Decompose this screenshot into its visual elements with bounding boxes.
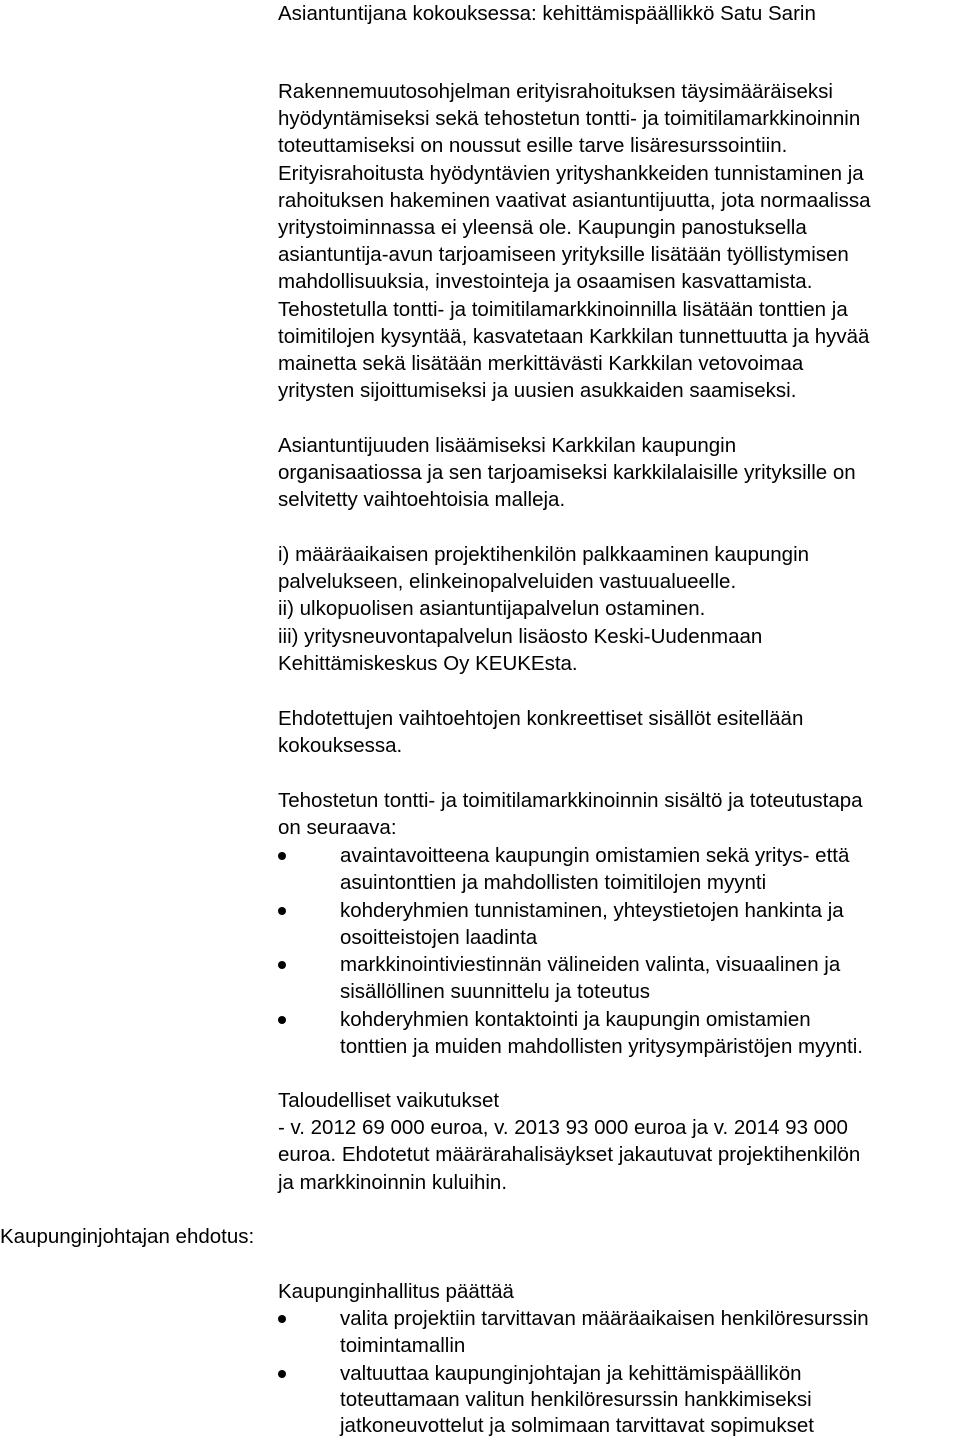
bullet-line: kohderyhmien kontaktointi ja kaupungin omistamien: [340, 1008, 811, 1031]
text-line: Tehostetun tontti- ja toimitilamarkkinoinnin sisältö ja toteutustapa: [278, 789, 863, 812]
bullet-line: valtuuttaa kaupunginjohtajan ja kehittämispäällikön: [340, 1362, 802, 1385]
paragraph-rationale: [278, 78, 958, 404]
text-line: ja markkinoinnin kuluihin.: [278, 1170, 508, 1194]
bullet-line: sisällöllinen suunnittelu ja toteutus: [340, 980, 650, 1004]
option-line: iii) yritysneuvontapalvelun lisäosto Keski-Uudenmaan: [278, 624, 763, 648]
paragraph-presentation: [278, 705, 958, 759]
text-line: selvitetty vaihtoehtoisia malleja.: [278, 488, 566, 512]
text-line: rahoituksen hakeminen vaativat asiantuntijuutta, jota normaalissa: [278, 188, 871, 212]
bullet-dot-icon: [278, 852, 286, 860]
option-line: i) määräaikaisen projektihenkilön palkkaaminen kaupungin: [278, 543, 810, 566]
paragraph-expertise: [278, 432, 958, 514]
text-line: Tehostetulla tontti- ja toimitilamarkkinoinnilla lisätään tonttien ja: [278, 297, 848, 321]
text-line: mahdollisuuksia, investointeja ja osaamisen kasvattamista.: [278, 270, 813, 294]
bullet-dot-icon: [278, 907, 286, 915]
bullet-line: avaintavoitteena kaupungin omistamien sekä yritys- että: [340, 844, 850, 867]
financial-heading: Taloudelliset vaikutukset: [278, 1089, 500, 1112]
text-line: - v. 2012 69 000 euroa, v. 2013 93 000 euroa ja v. 2014 93 000: [278, 1116, 848, 1140]
option-line: Kehittämiskeskus Oy KEUKEsta.: [278, 651, 578, 675]
bullet-line: asuintonttien ja mahdollisten toimitilojen myynti: [340, 871, 767, 895]
text-line: Ehdotettujen vaihtoehtojen konkreettiset sisällöt esitellään: [278, 707, 804, 730]
option-line: palvelukseen, elinkeinopalveluiden vastuualueelle.: [278, 570, 737, 594]
text-line: mainetta sekä lisätään merkittävästi Karkkilan vetovoimaa: [278, 351, 804, 375]
decision-heading: Kaupunginhallitus päättää: [278, 1280, 514, 1303]
options-list: [278, 541, 958, 677]
text-line: yritystoiminnassa ei yleensä ole. Kaupungin panostuksella: [278, 215, 807, 239]
text-line: hyödyntämiseksi sekä tehostetun tontti- ja toimitilamarkkinoinnin: [278, 107, 861, 131]
bullet-dot-icon: [278, 1016, 286, 1024]
bullet-line: valita projektiin tarvittavan määräaikaisen henkilöresurssin: [340, 1307, 869, 1330]
text-line: Asiantuntijuuden lisäämiseksi Karkkilan kaupungin: [278, 434, 737, 457]
financial-section: [278, 1087, 958, 1196]
bullet-line: jatkoneuvottelut ja solmimaan tarvittavat sopimukset: [340, 1414, 815, 1437]
document-header: [278, 0, 958, 27]
text-line: Erityisrahoitusta hyödyntävien yrityshankkeiden tunnistaminen ja: [278, 161, 864, 185]
text-line: Rakennemuutosohjelman erityisrahoituksen täysimääräiseksi: [278, 80, 833, 103]
option-line: ii) ulkopuolisen asiantuntijapalvelun ostaminen.: [278, 597, 706, 621]
marketing-intro: [278, 787, 958, 841]
text-line: kokouksessa.: [278, 734, 403, 758]
text-line: euroa. Ehdotetut määrärahalisäykset jakautuvat projektihenkilön: [278, 1143, 861, 1167]
header-title: Asiantuntijana kokouksessa: kehittämispäällikkö Satu Sarin: [278, 2, 816, 25]
bullet-dot-icon: [278, 1315, 286, 1323]
text-line: on seuraava:: [278, 816, 397, 840]
bullet-line: markkinointiviestinnän välineiden valinta, visuaalinen ja: [340, 953, 841, 976]
text-line: toteuttamiseksi on noussut esille tarve lisäresurssointiin.: [278, 134, 788, 158]
bullet-dot-icon: [278, 961, 286, 969]
proposal-heading: [278, 1278, 958, 1305]
text-line: asiantuntija-avun tarjoamiseen yrityksille lisätään työllistymisen: [278, 243, 849, 267]
text-line: yritysten sijoittumiseksi ja uusien asukkaiden saamiseksi.: [278, 379, 797, 403]
text-line: toimitilojen kysyntää, kasvatetaan Karkkilan tunnettuutta ja hyvää: [278, 324, 870, 348]
bullet-line: osoitteistojen laadinta: [340, 926, 538, 950]
bullet-dot-icon: [278, 1370, 286, 1378]
bullet-line: kohderyhmien tunnistaminen, yhteystietojen hankinta ja: [340, 899, 844, 922]
bullet-line: tonttien ja muiden mahdollisten yritysympäristöjen myynti.: [340, 1035, 863, 1059]
bullet-line: toimintamallin: [340, 1334, 466, 1358]
proposal-side-label: Kaupunginjohtajan ehdotus:: [0, 1225, 255, 1248]
bullet-line: toteuttamaan valitun henkilöresurssin hankkimiseksi: [340, 1388, 812, 1411]
text-line: organisaatiossa ja sen tarjoamiseksi karkkilalaisille yrityksille on: [278, 461, 856, 485]
